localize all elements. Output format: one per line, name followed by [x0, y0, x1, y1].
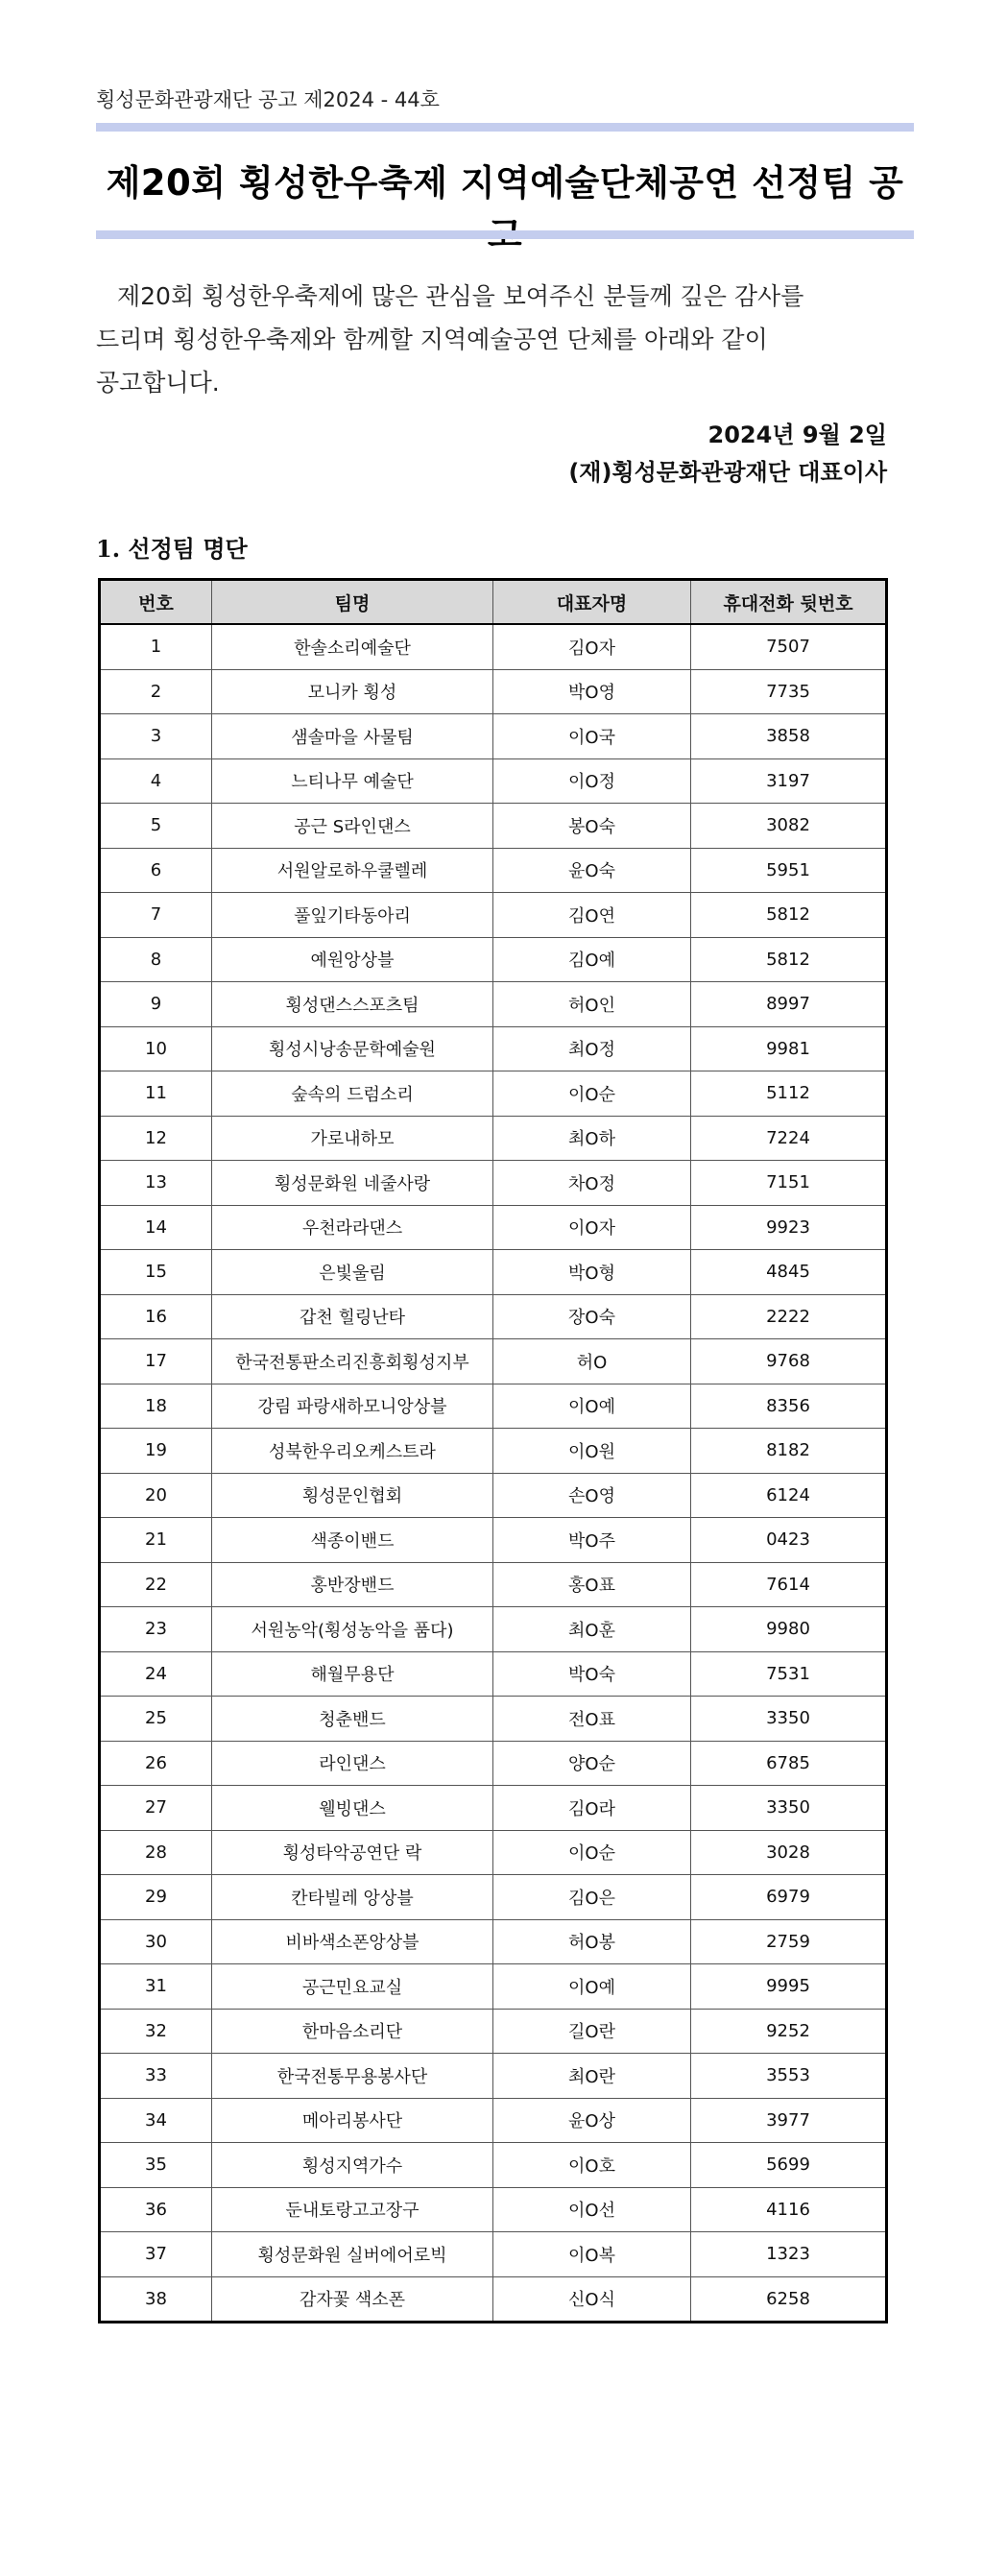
- row-number: 17: [100, 1339, 212, 1384]
- row-number: 19: [100, 1429, 212, 1474]
- team-name: 색종이밴드: [212, 1518, 493, 1563]
- table-row: [100, 624, 887, 669]
- phone-suffix: 9923: [691, 1205, 887, 1250]
- row-number: 30: [100, 1919, 212, 1964]
- phone-suffix: 5951: [691, 848, 887, 893]
- phone-suffix: 8356: [691, 1384, 887, 1429]
- representative-name: 허O: [493, 1339, 691, 1384]
- table-row: [100, 2143, 887, 2188]
- representative-name: 이O순: [493, 1830, 691, 1875]
- phone-suffix: 6124: [691, 1473, 887, 1518]
- table-row: [100, 2187, 887, 2232]
- phone-suffix: 9981: [691, 1026, 887, 1071]
- phone-suffix: 3350: [691, 1697, 887, 1742]
- representative-name: 최O하: [493, 1116, 691, 1161]
- phone-suffix: 9768: [691, 1339, 887, 1384]
- team-name: 청춘밴드: [212, 1697, 493, 1742]
- representative-name: 손O영: [493, 1473, 691, 1518]
- table-row: [100, 1830, 887, 1875]
- table-row: [100, 1384, 887, 1429]
- team-name: 둔내토랑고고장구: [212, 2187, 493, 2232]
- notice-date: 2024년 9월 2일: [707, 421, 887, 448]
- row-number: 36: [100, 2187, 212, 2232]
- row-number: 27: [100, 1786, 212, 1831]
- representative-name: 이O순: [493, 1071, 691, 1117]
- phone-suffix: 9980: [691, 1607, 887, 1652]
- representative-name: 박O숙: [493, 1651, 691, 1697]
- representative-name: 박O주: [493, 1518, 691, 1563]
- representative-name: 최O란: [493, 2054, 691, 2099]
- representative-name: 신O식: [493, 2276, 691, 2323]
- team-name: 갑천 힐링난타: [212, 1294, 493, 1339]
- phone-suffix: 3553: [691, 2054, 887, 2099]
- phone-suffix: 3350: [691, 1786, 887, 1831]
- phone-suffix: 5112: [691, 1071, 887, 1117]
- team-name: 메아리봉사단: [212, 2098, 493, 2143]
- table-row: [100, 1518, 887, 1563]
- team-name: 횡성문화원 네줄사랑: [212, 1161, 493, 1206]
- team-name: 비바색소폰앙상블: [212, 1919, 493, 1964]
- title-top-rule: [96, 123, 914, 132]
- row-number: 24: [100, 1651, 212, 1697]
- row-number: 10: [100, 1026, 212, 1071]
- row-number: 28: [100, 1830, 212, 1875]
- phone-suffix: 5699: [691, 2143, 887, 2188]
- table-row: [100, 1294, 887, 1339]
- table-row: [100, 982, 887, 1027]
- phone-suffix: 5812: [691, 893, 887, 938]
- notice-number: 횡성문화관광재단 공고 제2024 - 44호: [96, 88, 440, 111]
- team-name: 샘솔마을 사물팀: [212, 714, 493, 759]
- team-name: 횡성문화원 실버에어로빅: [212, 2232, 493, 2277]
- table-row: [100, 1116, 887, 1161]
- representative-name: 허O봉: [493, 1919, 691, 1964]
- row-number: 20: [100, 1473, 212, 1518]
- representative-name: 차O정: [493, 1161, 691, 1206]
- representative-name: 김O자: [493, 624, 691, 669]
- phone-suffix: 2222: [691, 1294, 887, 1339]
- team-name: 라인댄스: [212, 1741, 493, 1786]
- representative-name: 김O예: [493, 937, 691, 982]
- row-number: 13: [100, 1161, 212, 1206]
- table-row: [100, 1651, 887, 1697]
- table-row: [100, 804, 887, 849]
- representative-name: 홍O표: [493, 1562, 691, 1607]
- team-name: 해월무용단: [212, 1651, 493, 1697]
- row-number: 12: [100, 1116, 212, 1161]
- notice-body: [96, 275, 914, 404]
- row-number: 22: [100, 1562, 212, 1607]
- header-number: 번호: [100, 580, 212, 625]
- representative-name: 박O형: [493, 1250, 691, 1295]
- phone-suffix: 7224: [691, 1116, 887, 1161]
- team-name: 한마음소리단: [212, 2009, 493, 2054]
- row-number: 2: [100, 669, 212, 714]
- team-name: 서원알로하우쿨렐레: [212, 848, 493, 893]
- representative-name: 이O선: [493, 2187, 691, 2232]
- representative-name: 윤O숙: [493, 848, 691, 893]
- phone-suffix: 7507: [691, 624, 887, 669]
- row-number: 15: [100, 1250, 212, 1295]
- row-number: 38: [100, 2276, 212, 2323]
- table-row: [100, 1473, 887, 1518]
- selected-teams-table: [98, 578, 888, 2323]
- row-number: 31: [100, 1964, 212, 2010]
- table-row: [100, 1250, 887, 1295]
- phone-suffix: 4845: [691, 1250, 887, 1295]
- row-number: 14: [100, 1205, 212, 1250]
- table-row: [100, 669, 887, 714]
- team-name: 공근 S라인댄스: [212, 804, 493, 849]
- representative-name: 허O인: [493, 982, 691, 1027]
- representative-name: 전O표: [493, 1697, 691, 1742]
- team-name: 칸타빌레 앙상블: [212, 1875, 493, 1920]
- team-name: 느티나무 예술단: [212, 758, 493, 804]
- phone-suffix: 5812: [691, 937, 887, 982]
- row-number: 26: [100, 1741, 212, 1786]
- phone-suffix: 9995: [691, 1964, 887, 2010]
- table-row: [100, 758, 887, 804]
- team-name: 우천라라댄스: [212, 1205, 493, 1250]
- row-number: 37: [100, 2232, 212, 2277]
- team-name: 한국전통판소리진흥회횡성지부: [212, 1339, 493, 1384]
- team-name: 모니카 횡성: [212, 669, 493, 714]
- phone-suffix: 1323: [691, 2232, 887, 2277]
- representative-name: 장O숙: [493, 1294, 691, 1339]
- representative-name: 김O연: [493, 893, 691, 938]
- table-row: [100, 2232, 887, 2277]
- row-number: 1: [100, 624, 212, 669]
- team-name: 횡성문인협회: [212, 1473, 493, 1518]
- phone-suffix: 3082: [691, 804, 887, 849]
- representative-name: 양O순: [493, 1741, 691, 1786]
- team-name: 횡성타악공연단 락: [212, 1830, 493, 1875]
- table-row: [100, 1607, 887, 1652]
- team-name: 서원농악(횡성농악을 품다): [212, 1607, 493, 1652]
- team-name: 숲속의 드럼소리: [212, 1071, 493, 1117]
- representative-name: 김O라: [493, 1786, 691, 1831]
- table-row: [100, 2098, 887, 2143]
- row-number: 4: [100, 758, 212, 804]
- table-row: [100, 1429, 887, 1474]
- team-name: 공근민요교실: [212, 1964, 493, 2010]
- row-number: 23: [100, 1607, 212, 1652]
- row-number: 7: [100, 893, 212, 938]
- representative-name: 박O영: [493, 669, 691, 714]
- team-name: 횡성지역가수: [212, 2143, 493, 2188]
- representative-name: 이O예: [493, 1384, 691, 1429]
- phone-suffix: 3028: [691, 1830, 887, 1875]
- row-number: 8: [100, 937, 212, 982]
- phone-suffix: 6785: [691, 1741, 887, 1786]
- body-line: 제20회 횡성한우축제에 많은 관심을 보여주신 분들께 깊은 감사를: [117, 282, 804, 310]
- table-row: [100, 848, 887, 893]
- phone-suffix: 8997: [691, 982, 887, 1027]
- phone-suffix: 7531: [691, 1651, 887, 1697]
- table-row: [100, 1786, 887, 1831]
- row-number: 9: [100, 982, 212, 1027]
- team-name: 가로내하모: [212, 1116, 493, 1161]
- row-number: 29: [100, 1875, 212, 1920]
- row-number: 25: [100, 1697, 212, 1742]
- phone-suffix: 9252: [691, 2009, 887, 2054]
- table-body: [100, 624, 887, 2323]
- representative-name: 이O국: [493, 714, 691, 759]
- phone-suffix: 2759: [691, 1919, 887, 1964]
- representative-name: 김O은: [493, 1875, 691, 1920]
- table-row: [100, 1161, 887, 1206]
- team-name: 한국전통무용봉사단: [212, 2054, 493, 2099]
- table-row: [100, 1205, 887, 1250]
- header-team-name: 팀명: [212, 580, 493, 625]
- representative-name: 이O예: [493, 1964, 691, 2010]
- phone-suffix: 3197: [691, 758, 887, 804]
- body-line: 공고합니다.: [96, 369, 220, 397]
- team-name: 횡성댄스스포츠팀: [212, 982, 493, 1027]
- representative-name: 이O호: [493, 2143, 691, 2188]
- phone-suffix: 3858: [691, 714, 887, 759]
- phone-suffix: 6258: [691, 2276, 887, 2323]
- row-number: 11: [100, 1071, 212, 1117]
- table-row: [100, 1339, 887, 1384]
- issuer-signature: (재)횡성문화관광재단 대표이사: [568, 459, 887, 486]
- table-row: [100, 1741, 887, 1786]
- header-phone-suffix: 휴대전화 뒷번호: [691, 580, 887, 625]
- phone-suffix: 7614: [691, 1562, 887, 1607]
- representative-name: 이O원: [493, 1429, 691, 1474]
- team-name: 강림 파랑새하모니앙상블: [212, 1384, 493, 1429]
- phone-suffix: 7151: [691, 1161, 887, 1206]
- table-row: [100, 1919, 887, 1964]
- representative-name: 이O자: [493, 1205, 691, 1250]
- table-row: [100, 2276, 887, 2323]
- row-number: 5: [100, 804, 212, 849]
- representative-name: 윤O상: [493, 2098, 691, 2143]
- row-number: 33: [100, 2054, 212, 2099]
- row-number: 35: [100, 2143, 212, 2188]
- representative-name: 길O란: [493, 2009, 691, 2054]
- row-number: 6: [100, 848, 212, 893]
- representative-name: 봉O숙: [493, 804, 691, 849]
- body-line: 드리며 횡성한우축제와 함께할 지역예술공연 단체를 아래와 같이: [96, 325, 768, 353]
- representative-name: 이O복: [493, 2232, 691, 2277]
- representative-name: 이O정: [493, 758, 691, 804]
- team-name: 감자꽃 색소폰: [212, 2276, 493, 2323]
- phone-suffix: 4116: [691, 2187, 887, 2232]
- row-number: 3: [100, 714, 212, 759]
- team-name: 성북한우리오케스트라: [212, 1429, 493, 1474]
- phone-suffix: 0423: [691, 1518, 887, 1563]
- phone-suffix: 7735: [691, 669, 887, 714]
- table-row: [100, 1026, 887, 1071]
- document-title: 제20회 횡성한우축제 지역예술단체공연 선정팀 공: [106, 162, 904, 204]
- row-number: 21: [100, 1518, 212, 1563]
- table-row: [100, 1697, 887, 1742]
- table-row: [100, 1964, 887, 2010]
- team-name: 횡성시낭송문학예술원: [212, 1026, 493, 1071]
- header-representative: 대표자명: [493, 580, 691, 625]
- team-name: 풀잎기타동아리: [212, 893, 493, 938]
- table-header-row: [100, 580, 887, 625]
- table-row: [100, 2054, 887, 2099]
- row-number: 18: [100, 1384, 212, 1429]
- phone-suffix: 8182: [691, 1429, 887, 1474]
- table-row: [100, 1875, 887, 1920]
- row-number: 32: [100, 2009, 212, 2054]
- table-row: [100, 893, 887, 938]
- table-row: [100, 1071, 887, 1117]
- team-name: 한솔소리예술단: [212, 624, 493, 669]
- phone-suffix: 3977: [691, 2098, 887, 2143]
- table-row: [100, 937, 887, 982]
- team-name: 홍반장밴드: [212, 1562, 493, 1607]
- representative-name: 최O훈: [493, 1607, 691, 1652]
- row-number: 34: [100, 2098, 212, 2143]
- table-row: [100, 714, 887, 759]
- title-bottom-rule: [96, 230, 914, 239]
- team-name: 웰빙댄스: [212, 1786, 493, 1831]
- row-number: 16: [100, 1294, 212, 1339]
- table-row: [100, 1562, 887, 1607]
- section-title: 1. 선정팀 명단: [96, 535, 248, 563]
- phone-suffix: 6979: [691, 1875, 887, 1920]
- team-name: 은빛울림: [212, 1250, 493, 1295]
- team-name: 예원앙상블: [212, 937, 493, 982]
- table-row: [100, 2009, 887, 2054]
- representative-name: 최O정: [493, 1026, 691, 1071]
